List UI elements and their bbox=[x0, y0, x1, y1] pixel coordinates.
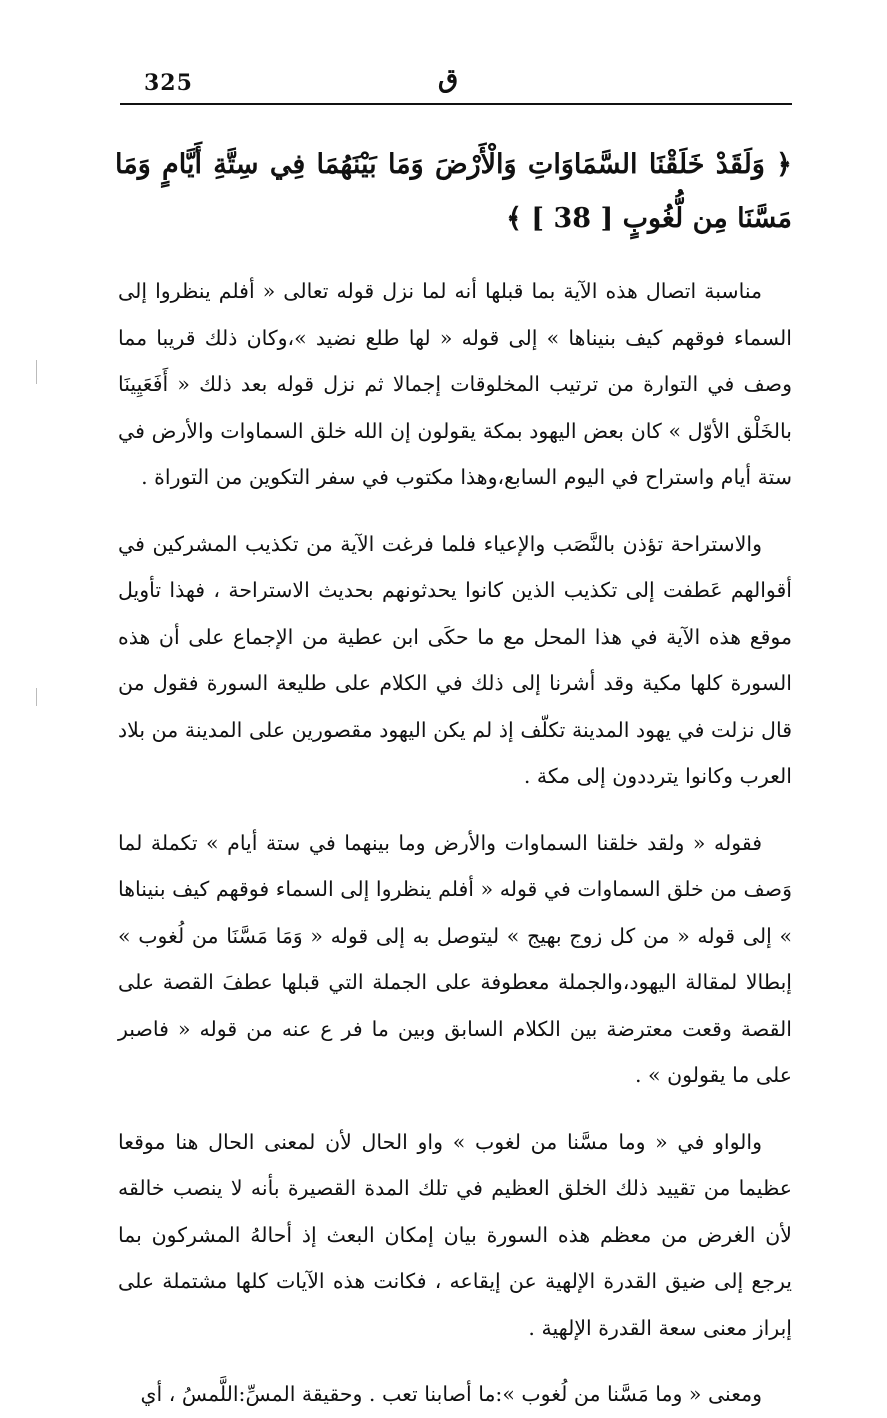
page-number: 325 bbox=[144, 70, 193, 96]
paragraph: والاستراحة تؤذن بالنَّصَب والإعياء فلما فرغت الآية من تكذيب المشركين في أقوالهم عَطفت إلى تكذيب الذين كانوا يحدثونهم بحديث الاستراحة ، فهذا تأويل موقع هذه الآية في هذا المحل مع ما حكَى ابن عطية من الإجماع على أن هذه السورة كلها مكية وقد أشرنا إلى ذلك في الكلام على طليعة السورة فقول من قال نزلت في يهود المدينة تكلّف إذ لم يكن اليهود مقصورين على المدينة من بلاد العرب وكانوا يترددون إلى مكة . bbox=[118, 531, 792, 788]
paragraph: مناسبة اتصال هذه الآية بما قبلها أنه لما نزل قوله تعالى « أفلم ينظروا إلى السماء فوقهم كيف بنيناها » إلى قوله « لها طلع نضيد »،وكان ذلك قريبا مما وصف في التوارة من ترتيب المخلوقات إجمالا ثم نزل قوله بعد ذلك « أَفَعَيِينَا بالخَلْق الأوّل » كان بعض اليهود بمكة يقولون إن الله خلق السماوات والأرض في ستة أيام واستراح في اليوم السابع،وهذا مكتوب في سفر التكوين من التوراة . bbox=[118, 279, 792, 489]
margin-mark bbox=[36, 360, 37, 384]
paragraph: فقوله « ولقد خلقنا السماوات والأرض وما بينهما في ستة أيام » تكملة لما وَصف من خلق السماوات في قوله « أفلم ينظروا إلى السماء فوقهم كيف بنيناها » إلى قوله « من كل زوج بهيج » ليتوصل به إلى قوله « وَمَا مَسَّنَا من لُغوب » إبطالا لمقالة اليهود،والجملة معطوفة على الجملة التي قبلها عطفَ القصة على القصة وقعت معترضة بين الكلام السابق وبين ما فر ع عنه من قوله « فاصبر على ما يقولون » . bbox=[118, 830, 792, 1087]
commentary-body bbox=[118, 268, 792, 1418]
header-rule bbox=[120, 103, 792, 105]
paragraph: ومعنى « وما مَسَّنا من لُغوب »:ما أصابنا تعب . وحقيقة المسِّ:اللَّمسُ ، أي bbox=[140, 1382, 762, 1406]
quran-verse: ﴿ وَلَقَدْ خَلَقْنَا السَّمَاوَاتِ وَالْأَرْضَ وَمَا بَيْنَهُمَا فِي سِتَّةِ أَيَّامٍ وَمَا مَسَّنَا مِن لُّغُوبٍ [ 38 ] ﴾ bbox=[115, 149, 792, 234]
paragraph: والواو في « وما مسَّنا من لغوب » واو الحال لأن لمعنى الحال هنا موقعا عظيما من تقييد ذلك الخلق العظيم في تلك المدة القصيرة بأنه لا ينصب خالقه لأن الغرض من معظم هذه السورة بيان إمكان البعث إذ أحالهُ المشركون بما يرجع إلى ضيق القدرة الإلهية عن إيقاعه ، فكانت هذه الآيات كلها مشتملة على إبراز معنى سعة القدرة الإلهية . bbox=[118, 1129, 792, 1340]
margin-mark bbox=[36, 688, 37, 706]
surah-title: ق bbox=[438, 64, 459, 94]
page-header bbox=[120, 62, 792, 102]
